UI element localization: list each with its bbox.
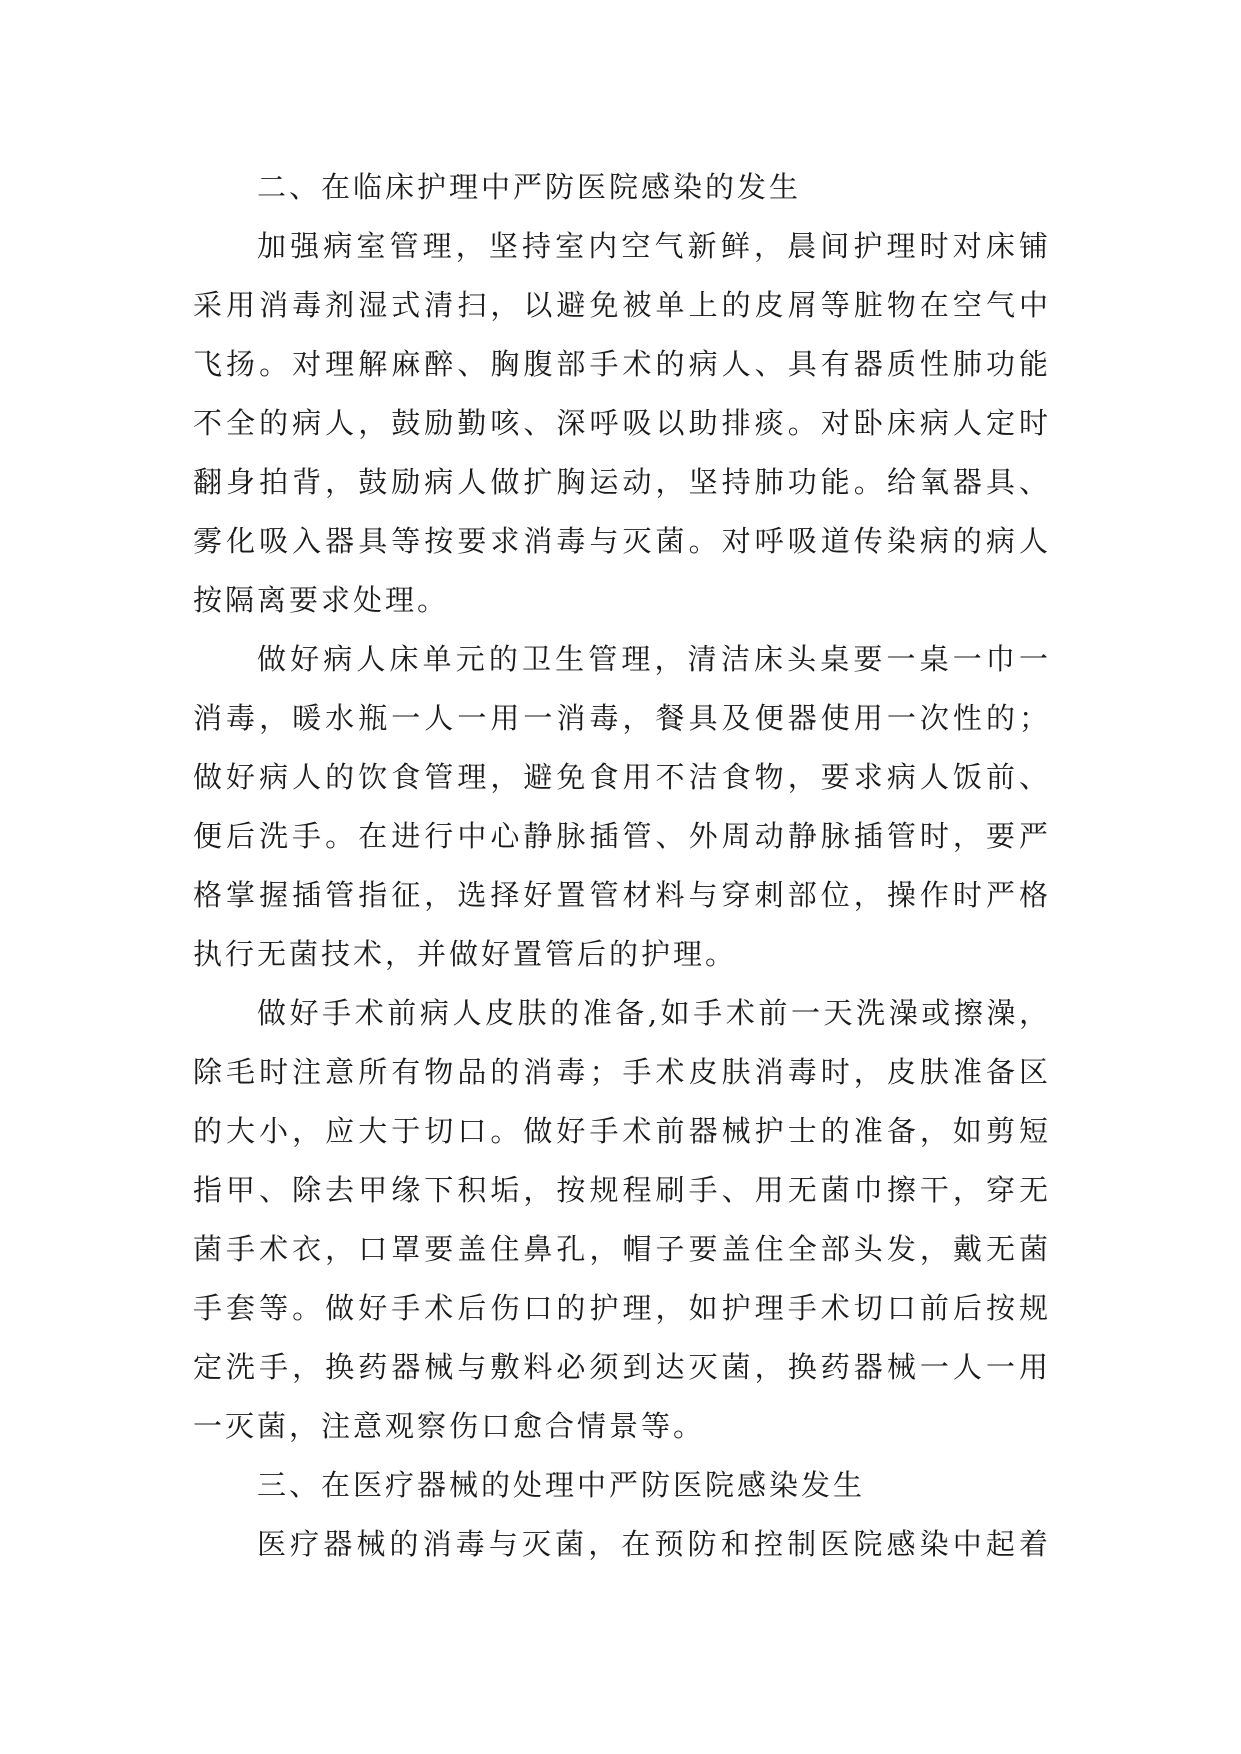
text-line: 采用消毒剂湿式清扫，以避免被单上的皮屑等脏物在空气中 — [193, 288, 1051, 322]
text-line: 一灭菌，注意观察伤口愈合情景等。 — [193, 1409, 706, 1443]
text-line: 菌手术衣，口罩要盖住鼻孔，帽子要盖住全部头发，戴无菌 — [193, 1232, 1051, 1266]
text-line: 雾化吸入器具等按要求消毒与灭菌。对呼吸道传染病的病人 — [193, 524, 1051, 558]
text-line: 按隔离要求处理。 — [193, 583, 450, 617]
text-line: 加强病室管理，坚持室内空气新鲜，晨间护理时对床铺 — [257, 229, 1051, 263]
text-line: 医疗器械的消毒与灭菌，在预防和控制医院感染中起着 — [257, 1527, 1051, 1561]
text-line: 做好病人床单元的卫生管理，清洁床头桌要一桌一巾一 — [257, 642, 1051, 676]
text-line: 飞扬。对理解麻醉、胸腹部手术的病人、具有器质性肺功能 — [193, 347, 1051, 381]
text-line: 不全的病人，鼓励勤咳、深呼吸以助排痰。对卧床病人定时 — [193, 406, 1051, 440]
text-line: 翻身拍背，鼓励病人做扩胸运动，坚持肺功能。给氧器具、 — [193, 465, 1051, 499]
text-line: 除毛时注意所有物品的消毒；手术皮肤消毒时，皮肤准备区 — [193, 1055, 1051, 1089]
text-line: 三、在医疗器械的处理中严防医院感染发生 — [257, 1468, 866, 1502]
text-line: 做好手术前病人皮肤的准备,如手术前一天洗澡或擦澡， — [257, 996, 1051, 1030]
text-line: 做好病人的饮食管理，避免食用不洁食物，要求病人饭前、 — [193, 760, 1051, 794]
text-line: 便后洗手。在进行中心静脉插管、外周动静脉插管时，要严 — [193, 819, 1051, 853]
text-line: 指甲、除去甲缘下积垢，按规程刷手、用无菌巾擦干，穿无 — [193, 1173, 1051, 1207]
text-line: 执行无菌技术，并做好置管后的护理。 — [193, 937, 738, 971]
text-line: 二、在临床护理中严防医院感染的发生 — [257, 170, 802, 204]
text-line: 的大小，应大于切口。做好手术前器械护士的准备，如剪短 — [193, 1114, 1051, 1148]
text-line: 手套等。做好手术后伤口的护理，如护理手术切口前后按规 — [193, 1291, 1051, 1325]
text-line: 消毒，暖水瓶一人一用一消毒，餐具及便器使用一次性的； — [193, 701, 1051, 735]
text-line: 定洗手，换药器械与敷料必须到达灭菌，换药器械一人一用 — [193, 1350, 1051, 1384]
document-body — [193, 158, 1051, 1574]
text-line: 格掌握插管指征，选择好置管材料与穿刺部位，操作时严格 — [193, 878, 1051, 912]
